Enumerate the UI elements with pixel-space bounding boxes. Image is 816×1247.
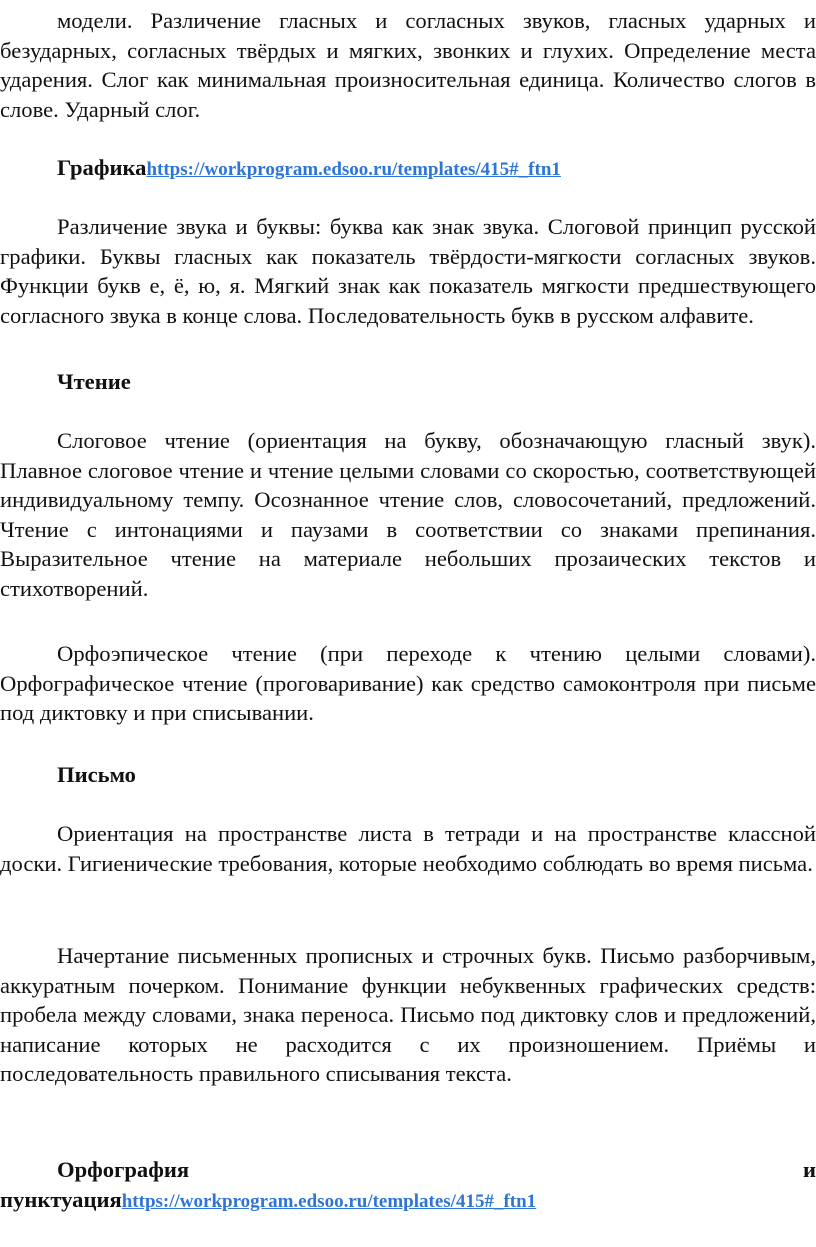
heading-pismo: Письмо — [57, 762, 136, 787]
chtenie-paragraph-2: Орфоэпическое чтение (при переходе к чтению целыми словами). Орфографическое чтение (проговаривание) как средство самоконтроля при письме под диктовку и при списывании. — [0, 641, 816, 725]
heading-orfografiya-part2: и — [802, 1157, 816, 1182]
intro-paragraph: модели. Различение гласных и согласных звуков, гласных ударных и безударных, согласных твёрдых и мягких, звонких и глухих. Определение места ударения. Слог как минимальная произносительная единица. Количество слогов в слове. Ударный слог. — [0, 8, 816, 122]
chtenie-paragraph-1: Слоговое чтение (ориентация на букву, обозначающую гласный звук). Плавное слоговое чтение и чтение целыми словами со скоростью, соответствующей индивидуальному темпу. Осознанное чтение слов, словосочетаний, предложений. Чтение с интонациями и паузами в соответствии со знаками препинания. Выразительное чтение на материале небольших прозаических текстов и стихотворений. — [0, 428, 816, 601]
pismo-paragraph-2: Начертание письменных прописных и строчных букв. Письмо разборчивым, аккуратным почерком. Понимание функции небуквенных графических средств: пробела между словами, знака переноса. Письмо под диктовку слов и предложений, написание которых не расходится с их произношением. Приёмы и последовательность правильного списывания текста. — [0, 943, 816, 1086]
heading-orfografiya-part3: пунктуация — [0, 1187, 122, 1212]
heading-chtenie: Чтение — [57, 369, 131, 394]
grafika-paragraph: Различение звука и буквы: буква как знак звука. Слоговой принцип русской графики. Буквы гласных как показатель твёрдости-мягкости согласных звуков. Функции букв е, ё, ю, я. Мягкий знак как показатель мягкости предшествующего согласного звука в конце слова. Последовательность букв в русском алфавите. — [0, 214, 816, 328]
heading-grafika-label: Графика — [57, 155, 147, 180]
grafika-footnote-link[interactable]: https://workprogram.edsoo.ru/templates/415#_ftn1 — [146, 159, 561, 180]
pismo-paragraph-1: Ориентация на пространстве листа в тетради и на пространстве классной доски. Гигиенические требования, которые необходимо соблюдать во время письма. — [0, 821, 816, 876]
heading-orfografiya — [0, 1155, 816, 1185]
heading-orfografiya-line2 — [0, 1185, 816, 1217]
heading-grafika — [0, 153, 816, 185]
orfografiya-footnote-link[interactable]: https://workprogram.edsoo.ru/templates/415#_ftn1 — [121, 1191, 537, 1212]
heading-orfografiya-part1: Орфография — [57, 1157, 190, 1182]
